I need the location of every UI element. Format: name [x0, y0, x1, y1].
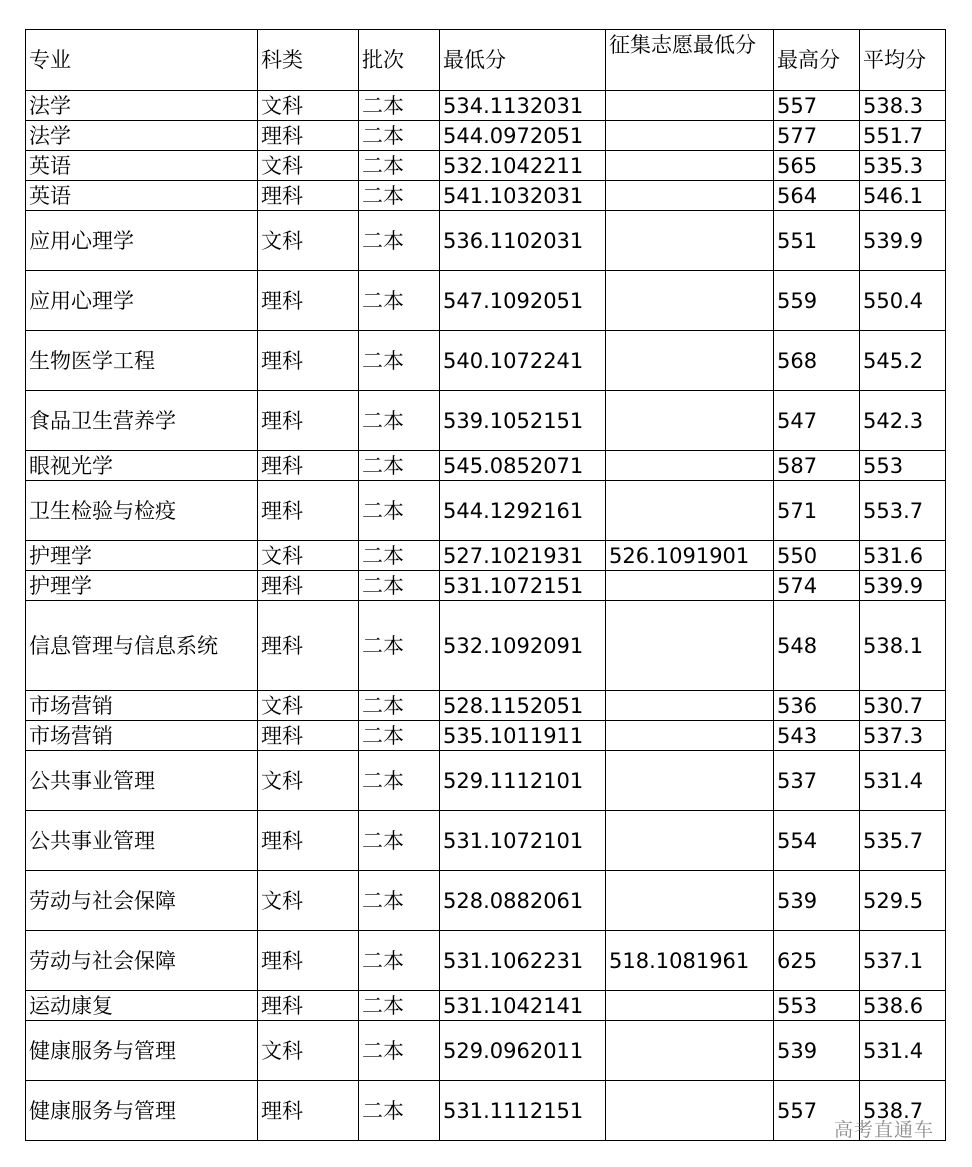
- cell-type: 文科: [258, 211, 359, 271]
- cell-supplementary-min-score: [606, 271, 774, 331]
- table-row: [26, 871, 946, 931]
- cell-supplementary-min-score: [606, 1021, 774, 1081]
- cell-type: 理科: [258, 331, 359, 391]
- cell-supplementary-min-score: [606, 601, 774, 691]
- cell-batch: 二本: [359, 451, 440, 481]
- cell-batch: 二本: [359, 181, 440, 211]
- cell-supplementary-min-score: [606, 991, 774, 1021]
- cell-min-score: 531.1112151: [440, 1081, 606, 1141]
- cell-min-score: 531.1072101: [440, 811, 606, 871]
- cell-supplementary-min-score: [606, 451, 774, 481]
- cell-supplementary-min-score: [606, 721, 774, 751]
- cell-max-score: 536: [774, 691, 860, 721]
- header-row: [26, 30, 946, 91]
- cell-batch: 二本: [359, 91, 440, 121]
- cell-min-score: 534.1132031: [440, 91, 606, 121]
- cell-type: 理科: [258, 571, 359, 601]
- cell-supplementary-min-score: [606, 481, 774, 541]
- table-row: [26, 1081, 946, 1141]
- cell-type: 理科: [258, 481, 359, 541]
- cell-avg-score: 539.9: [860, 571, 946, 601]
- cell-type: 文科: [258, 151, 359, 181]
- table-row: [26, 391, 946, 451]
- cell-major: 健康服务与管理: [26, 1081, 258, 1141]
- cell-batch: 二本: [359, 121, 440, 151]
- cell-major: 公共事业管理: [26, 811, 258, 871]
- cell-type: 理科: [258, 991, 359, 1021]
- header-batch: 批次: [359, 30, 440, 91]
- table-row: [26, 811, 946, 871]
- cell-max-score: 559: [774, 271, 860, 331]
- cell-min-score: 531.1062231: [440, 931, 606, 991]
- header-type: 科类: [258, 30, 359, 91]
- cell-max-score: 550: [774, 541, 860, 571]
- cell-min-score: 540.1072241: [440, 331, 606, 391]
- cell-avg-score: 530.7: [860, 691, 946, 721]
- cell-batch: 二本: [359, 721, 440, 751]
- cell-supplementary-min-score: [606, 691, 774, 721]
- table-row: [26, 721, 946, 751]
- cell-avg-score: 531.6: [860, 541, 946, 571]
- table-row: [26, 331, 946, 391]
- cell-batch: 二本: [359, 271, 440, 331]
- cell-supplementary-min-score: [606, 391, 774, 451]
- cell-max-score: 539: [774, 1021, 860, 1081]
- cell-type: 理科: [258, 721, 359, 751]
- cell-major: 法学: [26, 91, 258, 121]
- cell-supplementary-min-score: 518.1081961: [606, 931, 774, 991]
- cell-avg-score: 550.4: [860, 271, 946, 331]
- cell-type: 文科: [258, 91, 359, 121]
- cell-batch: 二本: [359, 571, 440, 601]
- cell-major: 劳动与社会保障: [26, 871, 258, 931]
- cell-supplementary-min-score: [606, 151, 774, 181]
- table-row: [26, 601, 946, 691]
- cell-type: 文科: [258, 541, 359, 571]
- table-row: [26, 1021, 946, 1081]
- cell-avg-score: 546.1: [860, 181, 946, 211]
- cell-major: 护理学: [26, 541, 258, 571]
- cell-avg-score: 538.7: [860, 1081, 946, 1141]
- cell-supplementary-min-score: [606, 91, 774, 121]
- cell-major: 法学: [26, 121, 258, 151]
- cell-avg-score: 537.3: [860, 721, 946, 751]
- cell-type: 理科: [258, 271, 359, 331]
- cell-supplementary-min-score: [606, 211, 774, 271]
- cell-supplementary-min-score: [606, 871, 774, 931]
- cell-min-score: 536.1102031: [440, 211, 606, 271]
- cell-type: 理科: [258, 451, 359, 481]
- cell-major: 应用心理学: [26, 271, 258, 331]
- cell-max-score: 574: [774, 571, 860, 601]
- header-supplementary-min-score: 征集志愿最低分: [606, 30, 774, 91]
- cell-batch: 二本: [359, 931, 440, 991]
- cell-major: 信息管理与信息系统: [26, 601, 258, 691]
- cell-batch: 二本: [359, 151, 440, 181]
- cell-major: 食品卫生营养学: [26, 391, 258, 451]
- cell-max-score: 587: [774, 451, 860, 481]
- cell-type: 文科: [258, 691, 359, 721]
- cell-avg-score: 539.9: [860, 211, 946, 271]
- table-row: [26, 271, 946, 331]
- cell-min-score: 541.1032031: [440, 181, 606, 211]
- cell-avg-score: 535.7: [860, 811, 946, 871]
- header-max-score: 最高分: [774, 30, 860, 91]
- cell-max-score: 553: [774, 991, 860, 1021]
- cell-min-score: 529.1112101: [440, 751, 606, 811]
- table-row: [26, 931, 946, 991]
- table-row: [26, 691, 946, 721]
- cell-min-score: 544.0972051: [440, 121, 606, 151]
- table-row: [26, 991, 946, 1021]
- cell-batch: 二本: [359, 1081, 440, 1141]
- table-row: [26, 481, 946, 541]
- cell-min-score: 528.0882061: [440, 871, 606, 931]
- table-row: [26, 91, 946, 121]
- cell-major: 应用心理学: [26, 211, 258, 271]
- cell-avg-score: 538.3: [860, 91, 946, 121]
- cell-batch: 二本: [359, 391, 440, 451]
- cell-major: 英语: [26, 181, 258, 211]
- cell-max-score: 548: [774, 601, 860, 691]
- cell-max-score: 577: [774, 121, 860, 151]
- cell-supplementary-min-score: [606, 1081, 774, 1141]
- table-row: [26, 181, 946, 211]
- cell-max-score: 539: [774, 871, 860, 931]
- cell-avg-score: 537.1: [860, 931, 946, 991]
- cell-avg-score: 542.3: [860, 391, 946, 451]
- cell-min-score: 544.1292161: [440, 481, 606, 541]
- cell-type: 理科: [258, 601, 359, 691]
- cell-type: 理科: [258, 181, 359, 211]
- cell-min-score: 532.1042211: [440, 151, 606, 181]
- cell-supplementary-min-score: [606, 331, 774, 391]
- cell-avg-score: 538.6: [860, 991, 946, 1021]
- cell-max-score: 551: [774, 211, 860, 271]
- cell-max-score: 537: [774, 751, 860, 811]
- cell-avg-score: 531.4: [860, 1021, 946, 1081]
- cell-max-score: 571: [774, 481, 860, 541]
- cell-min-score: 545.0852071: [440, 451, 606, 481]
- cell-type: 文科: [258, 1021, 359, 1081]
- cell-max-score: 565: [774, 151, 860, 181]
- cell-max-score: 625: [774, 931, 860, 991]
- cell-type: 理科: [258, 391, 359, 451]
- cell-max-score: 543: [774, 721, 860, 751]
- table-row: [26, 541, 946, 571]
- cell-type: 理科: [258, 1081, 359, 1141]
- cell-max-score: 557: [774, 1081, 860, 1141]
- cell-max-score: 568: [774, 331, 860, 391]
- cell-batch: 二本: [359, 811, 440, 871]
- cell-min-score: 539.1052151: [440, 391, 606, 451]
- cell-major: 市场营销: [26, 721, 258, 751]
- cell-avg-score: 538.1: [860, 601, 946, 691]
- cell-major: 眼视光学: [26, 451, 258, 481]
- cell-supplementary-min-score: [606, 751, 774, 811]
- cell-major: 卫生检验与检疫: [26, 481, 258, 541]
- table-row: [26, 121, 946, 151]
- cell-major: 公共事业管理: [26, 751, 258, 811]
- cell-max-score: 547: [774, 391, 860, 451]
- cell-major: 劳动与社会保障: [26, 931, 258, 991]
- cell-avg-score: 531.4: [860, 751, 946, 811]
- table-row: [26, 751, 946, 811]
- cell-supplementary-min-score: [606, 181, 774, 211]
- cell-major: 健康服务与管理: [26, 1021, 258, 1081]
- cell-supplementary-min-score: [606, 571, 774, 601]
- cell-batch: 二本: [359, 211, 440, 271]
- cell-min-score: 527.1021931: [440, 541, 606, 571]
- cell-type: 理科: [258, 931, 359, 991]
- cell-type: 理科: [258, 811, 359, 871]
- cell-avg-score: 553.7: [860, 481, 946, 541]
- cell-supplementary-min-score: [606, 121, 774, 151]
- cell-avg-score: 553: [860, 451, 946, 481]
- cell-min-score: 547.1092051: [440, 271, 606, 331]
- cell-avg-score: 551.7: [860, 121, 946, 151]
- header-min-score: 最低分: [440, 30, 606, 91]
- cell-batch: 二本: [359, 871, 440, 931]
- table-row: [26, 451, 946, 481]
- cell-major: 市场营销: [26, 691, 258, 721]
- cell-min-score: 529.0962011: [440, 1021, 606, 1081]
- cell-max-score: 564: [774, 181, 860, 211]
- cell-min-score: 531.1072151: [440, 571, 606, 601]
- watermark: 高考直通车: [834, 1119, 935, 1141]
- cell-major: 护理学: [26, 571, 258, 601]
- cell-batch: 二本: [359, 481, 440, 541]
- cell-min-score: 532.1092091: [440, 601, 606, 691]
- table-row: [26, 151, 946, 181]
- cell-min-score: 535.1011911: [440, 721, 606, 751]
- cell-min-score: 531.1042141: [440, 991, 606, 1021]
- header-major: 专业: [26, 30, 258, 91]
- header-avg-score: 平均分: [860, 30, 946, 91]
- cell-avg-score: 529.5: [860, 871, 946, 931]
- cell-max-score: 554: [774, 811, 860, 871]
- cell-avg-score: 545.2: [860, 331, 946, 391]
- cell-type: 文科: [258, 871, 359, 931]
- cell-min-score: 528.1152051: [440, 691, 606, 721]
- table-row: [26, 211, 946, 271]
- cell-batch: 二本: [359, 691, 440, 721]
- cell-batch: 二本: [359, 601, 440, 691]
- cell-max-score: 557: [774, 91, 860, 121]
- table-row: [26, 571, 946, 601]
- cell-supplementary-min-score: 526.1091901: [606, 541, 774, 571]
- cell-batch: 二本: [359, 541, 440, 571]
- cell-avg-score: 535.3: [860, 151, 946, 181]
- cell-batch: 二本: [359, 1021, 440, 1081]
- cell-type: 理科: [258, 121, 359, 151]
- cell-major: 运动康复: [26, 991, 258, 1021]
- cell-batch: 二本: [359, 751, 440, 811]
- cell-major: 英语: [26, 151, 258, 181]
- admission-score-table: [25, 29, 946, 1141]
- cell-type: 文科: [258, 751, 359, 811]
- cell-supplementary-min-score: [606, 811, 774, 871]
- cell-batch: 二本: [359, 991, 440, 1021]
- cell-major: 生物医学工程: [26, 331, 258, 391]
- cell-batch: 二本: [359, 331, 440, 391]
